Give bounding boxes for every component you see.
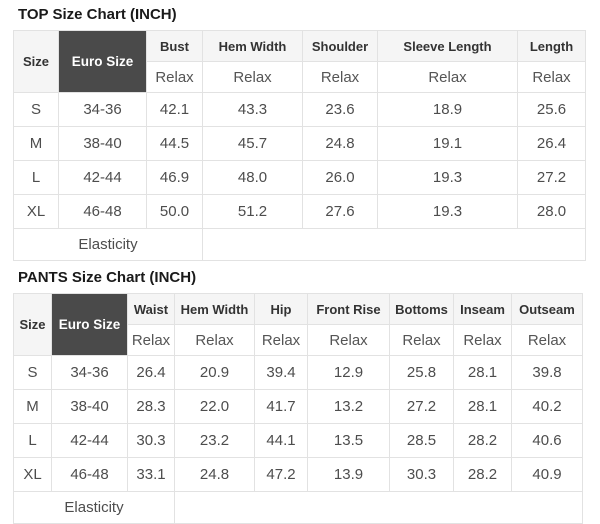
euro-size-cell: 42-44	[59, 161, 147, 195]
measurement-cell: 30.3	[390, 458, 454, 492]
measurement-cell: 24.8	[303, 127, 378, 161]
top-size-table	[13, 30, 586, 261]
measurement-cell: 45.7	[203, 127, 303, 161]
size-cell: XL	[14, 458, 52, 492]
elasticity-row	[14, 229, 586, 261]
measurement-cell: 28.1	[454, 356, 512, 390]
measure-column-header: Hem Width	[203, 31, 303, 62]
size-row-s	[14, 356, 583, 390]
measurement-cell: 25.6	[518, 93, 586, 127]
size-row-xl	[14, 458, 583, 492]
measurement-cell: 28.2	[454, 424, 512, 458]
size-row-m	[14, 390, 583, 424]
fit-type-cell: Relax	[175, 325, 255, 356]
measure-column-header: Shoulder	[303, 31, 378, 62]
measurement-cell: 33.1	[128, 458, 175, 492]
measure-column-header: Hip	[255, 294, 308, 325]
fit-type-cell: Relax	[255, 325, 308, 356]
measurement-cell: 42.1	[147, 93, 203, 127]
euro-size-cell: 34-36	[59, 93, 147, 127]
measurement-cell: 46.9	[147, 161, 203, 195]
fit-type-cell: Relax	[518, 62, 586, 93]
size-row-s	[14, 93, 586, 127]
pants-size-chart-section	[13, 269, 600, 524]
measurement-cell: 40.9	[512, 458, 583, 492]
measurement-cell: 28.0	[518, 195, 586, 229]
measurement-cell: 26.0	[303, 161, 378, 195]
size-cell: M	[14, 127, 59, 161]
elasticity-label-cell: Elasticity	[14, 492, 175, 524]
measurement-cell: 13.2	[308, 390, 390, 424]
measurement-cell: 51.2	[203, 195, 303, 229]
measurement-cell: 39.4	[255, 356, 308, 390]
measurement-cell: 13.5	[308, 424, 390, 458]
measurement-cell: 24.8	[175, 458, 255, 492]
pants-size-table	[13, 293, 583, 524]
size-cell: L	[14, 424, 52, 458]
fit-type-cell: Relax	[147, 62, 203, 93]
measure-column-header: Sleeve Length	[378, 31, 518, 62]
size-row-l	[14, 161, 586, 195]
measurement-cell: 50.0	[147, 195, 203, 229]
measure-column-header: Waist	[128, 294, 175, 325]
top-size-chart-section	[13, 6, 600, 261]
measurement-cell: 27.2	[390, 390, 454, 424]
measurement-cell: 44.5	[147, 127, 203, 161]
measure-column-header: Outseam	[512, 294, 583, 325]
fit-type-cell: Relax	[308, 325, 390, 356]
size-row-l	[14, 424, 583, 458]
size-cell: S	[14, 356, 52, 390]
measure-column-header: Inseam	[454, 294, 512, 325]
size-cell: L	[14, 161, 59, 195]
measurement-cell: 28.1	[454, 390, 512, 424]
measurement-cell: 40.6	[512, 424, 583, 458]
elasticity-label-cell: Elasticity	[14, 229, 203, 261]
size-cell: M	[14, 390, 52, 424]
measurement-cell: 22.0	[175, 390, 255, 424]
fit-type-cell: Relax	[128, 325, 175, 356]
fit-type-cell: Relax	[303, 62, 378, 93]
header-row-measures	[14, 294, 583, 325]
measurement-cell: 26.4	[518, 127, 586, 161]
measurement-cell: 23.6	[303, 93, 378, 127]
measurement-cell: 28.2	[454, 458, 512, 492]
measurement-cell: 48.0	[203, 161, 303, 195]
euro-size-cell: 38-40	[52, 390, 128, 424]
fit-type-cell: Relax	[378, 62, 518, 93]
header-row-measures	[14, 31, 586, 62]
size-row-xl	[14, 195, 586, 229]
measurement-cell: 28.5	[390, 424, 454, 458]
measurement-cell: 39.8	[512, 356, 583, 390]
size-cell: S	[14, 93, 59, 127]
measurement-cell: 25.8	[390, 356, 454, 390]
euro-size-cell: 34-36	[52, 356, 128, 390]
measurement-cell: 30.3	[128, 424, 175, 458]
measure-column-header: Length	[518, 31, 586, 62]
measure-column-header: Hem Width	[175, 294, 255, 325]
measurement-cell: 40.2	[512, 390, 583, 424]
measurement-cell: 41.7	[255, 390, 308, 424]
fit-type-cell: Relax	[203, 62, 303, 93]
measurement-cell: 23.2	[175, 424, 255, 458]
euro-size-cell: 46-48	[59, 195, 147, 229]
elasticity-empty-cell	[175, 492, 583, 524]
measurement-cell: 26.4	[128, 356, 175, 390]
measurement-cell: 19.3	[378, 161, 518, 195]
measurement-cell: 19.1	[378, 127, 518, 161]
measurement-cell: 47.2	[255, 458, 308, 492]
measurement-cell: 19.3	[378, 195, 518, 229]
euro-size-column-header: Euro Size	[59, 31, 147, 93]
size-row-m	[14, 127, 586, 161]
elasticity-row	[14, 492, 583, 524]
measurement-cell: 13.9	[308, 458, 390, 492]
fit-type-cell: Relax	[512, 325, 583, 356]
euro-size-cell: 46-48	[52, 458, 128, 492]
elasticity-empty-cell	[203, 229, 586, 261]
fit-type-cell: Relax	[390, 325, 454, 356]
measurement-cell: 18.9	[378, 93, 518, 127]
measure-column-header: Front Rise	[308, 294, 390, 325]
measurement-cell: 43.3	[203, 93, 303, 127]
pants-chart-title: PANTS Size Chart (INCH)	[18, 269, 197, 286]
measurement-cell: 27.2	[518, 161, 586, 195]
size-cell: XL	[14, 195, 59, 229]
measurement-cell: 27.6	[303, 195, 378, 229]
euro-size-cell: 38-40	[59, 127, 147, 161]
euro-size-column-header: Euro Size	[52, 294, 128, 356]
measurement-cell: 20.9	[175, 356, 255, 390]
measurement-cell: 44.1	[255, 424, 308, 458]
euro-size-cell: 42-44	[52, 424, 128, 458]
measurement-cell: 12.9	[308, 356, 390, 390]
measurement-cell: 28.3	[128, 390, 175, 424]
measure-column-header: Bust	[147, 31, 203, 62]
fit-type-cell: Relax	[454, 325, 512, 356]
size-column-header: Size	[14, 294, 52, 356]
size-column-header: Size	[14, 31, 59, 93]
measure-column-header: Bottoms	[390, 294, 454, 325]
top-chart-title: TOP Size Chart (INCH)	[18, 6, 177, 23]
